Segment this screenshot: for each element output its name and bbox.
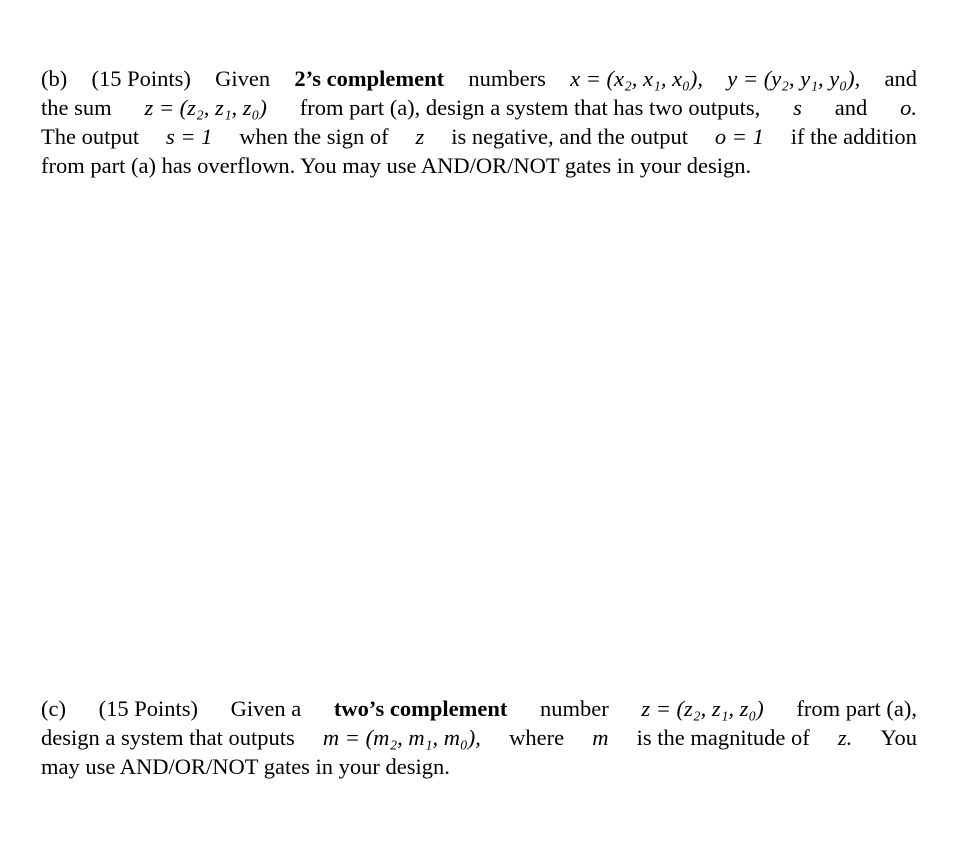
- question-part-b: [41, 64, 917, 180]
- part-b-and: and: [884, 66, 917, 91]
- part-b-numbers-word: numbers: [468, 66, 546, 91]
- part-b-y-definition: y = (y₂, y₁, y₀),: [727, 66, 861, 91]
- part-b-the-output: The output: [41, 124, 140, 149]
- part-b-z-definition: z = (z₂, z₁, z₀): [144, 95, 267, 120]
- part-b-s-equation: s = 1: [165, 124, 213, 149]
- part-c-bold-term: two’s complement: [333, 696, 508, 721]
- part-b-o-equation: o = 1: [714, 124, 764, 149]
- part-c-from-part: from part (a),: [796, 696, 917, 721]
- question-part-c: [41, 694, 917, 781]
- part-b-the-sum: the sum: [41, 95, 112, 120]
- part-c-line-3: may use AND/OR/NOT gates in your design.: [41, 754, 450, 779]
- part-c-m-variable: m: [592, 725, 609, 750]
- part-b-s-variable: s: [793, 95, 802, 120]
- part-c-line-2: [41, 723, 917, 752]
- part-b-line-3: [41, 122, 917, 151]
- part-b-bold-term: 2’s complement: [294, 66, 445, 91]
- part-c-you: You: [880, 725, 917, 750]
- part-b-if-addition: if the addition: [790, 124, 917, 149]
- part-b-line-2: [41, 93, 917, 122]
- part-b-line-4: from part (a) has overflown. You may use AND/OR/NOT gates in your design.: [41, 153, 752, 178]
- part-b-x-definition: x = (x₂, x₁, x₀),: [570, 66, 704, 91]
- part-c-line-1: [41, 694, 917, 723]
- part-b-z-variable: z: [415, 124, 425, 149]
- part-c-m-definition: m = (m₂, m₁, m₀),: [322, 725, 481, 750]
- part-b-line-1: [41, 64, 917, 93]
- part-b-points: (15 Points): [91, 66, 191, 91]
- part-c-given-a: Given a: [230, 696, 302, 721]
- part-b-from-part: from part (a), design a system that has two outputs,: [299, 95, 761, 120]
- part-c-z-definition: z = (z₂, z₁, z₀): [641, 696, 764, 721]
- part-b-is-negative: is negative, and the output: [451, 124, 689, 149]
- part-b-and-2: and: [834, 95, 868, 120]
- part-b-label: (b): [41, 66, 68, 91]
- part-c-where: where: [509, 725, 565, 750]
- part-c-label: (c): [41, 696, 66, 721]
- part-c-z-variable: z.: [837, 725, 853, 750]
- part-b-given: Given: [215, 66, 271, 91]
- part-b-when-sign: when the sign of: [239, 124, 389, 149]
- part-b-o-variable: o.: [900, 95, 917, 120]
- part-c-points: (15 Points): [98, 696, 198, 721]
- part-c-number-word: number: [539, 696, 609, 721]
- part-c-design: design a system that outputs: [41, 725, 295, 750]
- part-c-magnitude: is the magnitude of: [636, 725, 810, 750]
